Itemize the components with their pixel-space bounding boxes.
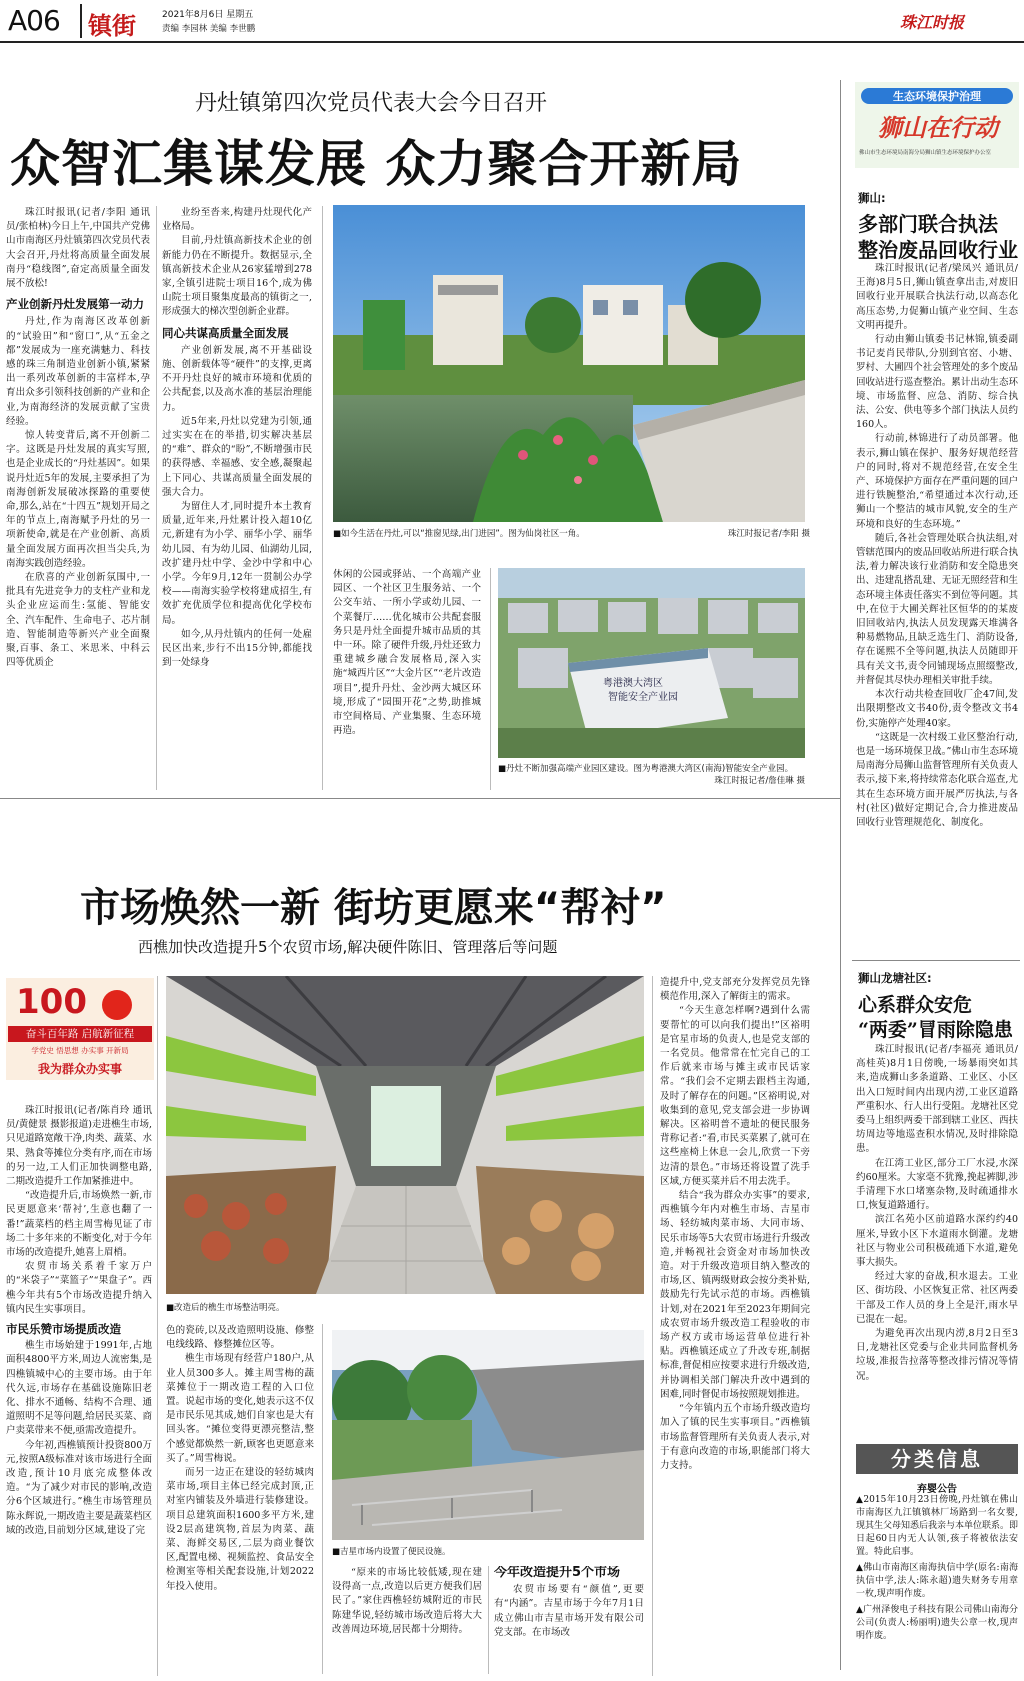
village-photo — [333, 205, 805, 522]
market-hall-art — [166, 976, 644, 1294]
side-story-body — [856, 1043, 1018, 1435]
market-column-1 — [6, 1104, 152, 1674]
industrial-park-art — [498, 568, 805, 758]
masthead — [0, 0, 1024, 44]
market-paragraph: 而另一边正在建设的轻纺城肉菜市场,项目主体已经完成封顶,正对室内铺装及外墙进行装修建设。项目总建筑面积1600多平方米,建设2层高建筑物,首层为肉菜、蔬菜、海鲜交易区,二层为商业餐饮区,配置电梯、视频监控、食品安全检测室等相关配套设施,计划2022年投入使用。 — [166, 1467, 314, 1592]
market-seating-art — [332, 1330, 644, 1540]
lead-column-3 — [333, 568, 481, 790]
market-paragraph: “原来的市场比较低矮,现在建设得高一点,改造以后更方便我们居民了。”家住西樵轻纺城附近的市民陈建华说,轻纺城市场改造后将大大改善周边环境,居民都十分期待。 — [332, 1567, 482, 1635]
market-paragraph: 农贸市场要有“颜值”,更要有“内涵”。吉星市场于今年7月1日成立佛山市吉星市场开发有限公司党支部。在市场改 — [494, 1584, 644, 1638]
photo-caption: ■丹灶不断加强高端产业园区建设。图为粤港澳大湾区(南海)智能安全产业园。 — [498, 764, 794, 774]
classified-item: ▲2015年10月23日傍晚,丹灶镇在佛山市南海区九江镇镇林厂场路到一名女婴,现其生父母知悉后我亲与本单位联系。即日起60日内无人认领,孩子将被依法安置。特此启事。 — [856, 1495, 1018, 1557]
market-paragraph: 樵生市场现有经营户180户,从业人员300多人。摊主周雪梅的蔬菜摊位于一期改造工程的入口位置。说起市场的变化,她表示这不仅是市民乐见其成,她们自家也是大有回头客。“摊位变得更漂亮整洁,整个感觉都焕然一新,顾客也更愿意来买了。”周雪梅说。 — [166, 1353, 314, 1464]
market-subhead: 市民乐赞市场提质改造 — [6, 1322, 121, 1337]
lead-paragraph: 珠江时报讯(记者/李阳 通讯员/张柏林)今日上午,中国共产党佛山市南海区丹灶镇第四次党员代表大会召开,丹灶将高质量全面发展南丹“稳线图”,奋定高质量全面发展不放松! — [6, 207, 150, 290]
park-sign-line-2: 智能安全产业园 — [608, 692, 678, 703]
photo-caption: ■改造后的樵生市场整洁明亮。 — [166, 1303, 285, 1313]
side-paragraph: 珠江时报讯(记者/李福亮 通讯员/高桂英)8月1日傍晚,一场暴雨突如其来,造成狮山多条道路、工业区、小区出入口短时间内出现内涝,工业区道路严重积水、行人出行受阻。龙塘社区党委马上组织两委干部到辖工业区、西扶坊周边等地巡查积水情况,及时排除隐患。 — [856, 1044, 1018, 1155]
market-paragraph: 珠江时报讯(记者/陈肖玲 通讯员/黄健景 摄影报道)走进樵生市场,只见道路宽敞干净,肉类、蔬菜、水果、熟食等摊位分类有序,而在市场的另一边,工人们正加快调整电路,二期改造提升工作加紧推进中。 — [6, 1105, 152, 1188]
side-paragraph: “这既是一次村级工业区整治行动,也是一场环境保卫战。”佛山市生态环境局南海分局狮山监督管理所有关负责人表示,接下来,将持续常态化联合巡查,尤其在生态环境方面开展严厉执法,与各村(社区)做好定期记合,合力推进废品回收行业管理规范化、制度化。 — [856, 731, 1018, 828]
market-seating-photo — [332, 1330, 644, 1540]
centenary-slogan: 学党史 悟思想 办实事 开新局 — [31, 1046, 129, 1055]
classified-body — [856, 1494, 1018, 1674]
section-name: 镇街 — [88, 11, 136, 40]
lead-column-1 — [6, 206, 150, 790]
market-paragraph: 造提升中,党支部充分发挥党员先锋模范作用,深入了解街主的需求。 — [660, 977, 810, 1003]
side-story-body — [856, 262, 1018, 922]
lead-headline: 众智汇集谋发展 众力聚合开新局 — [10, 135, 743, 193]
classified-header — [856, 1444, 1018, 1474]
centenary-number: 100 — [16, 982, 87, 1022]
side-headline: 心系群众安危 — [858, 994, 973, 1016]
side-paragraph: 随后,各社会管理处联合执法组,对管辖范围内的废品回收站所进行联合执法,着力解决该行业消防和安全隐患突出、违建乱搭乱建、无证无照经营和生态环境主体责任落实不到位等问题。其中,在位于大圃关辉社区恒华的的某废旧回收站内,执法人员发现露天堆满各种易燃物品,且缺乏选生门、消防设备,存在诞熙不全等问题,执法人员随即开具有关文书,责令同铺现场点照缀整改,并督促其尽快办理相关审批手续。 — [856, 532, 1018, 686]
market-paragraph: 结合“我为群众办实事”的要求,西樵镇今年内对樵生市场、吉星市场、轻纺城肉菜市场、大同市场、民乐市场等5大农贸市场进行升级改造,并畅视社会资金对市场加快改造。对于升级改造项目纳入整改的市场,区、镇两级财政会按分类补贴,鼓励先行先试示范的市场。西樵镇计划,对在2021年至2023年期间完成农贸市场升级改造工程验收的市场产权方或市场运营单位进行补贴。西樵镇还成立了升改专班,制据标准,督促相应按要求进行升级改造,并协调相关部门解决升改中遇到的困难,同时督促市场按照规划推进。 — [660, 1190, 810, 1400]
market-paragraph: “改造提升后,市场焕然一新,市民更愿意来‘帮衬’,生意也翻了一番!”蔬菜档的档主周雪梅见证了市场二十多年来的不断变化,对于今年市场的改造提升,她喜上眉梢。 — [6, 1190, 152, 1259]
lead-subhead: 产业创新丹灶发展第一动力 — [6, 297, 144, 312]
editors: 责编 李园林 美编 李世鹏 — [162, 24, 256, 34]
market-paragraph: “今天生意怎样啊?遇到什么需要帮忙的可以向我们提出!”区裕明是官星市场的负责人,也是党支部的一名党员。他常常在忙完自己的工作后就来市场与摊主或市民话家常。“我们会不定期去跟档主沟通,及时了解存在的问题。”区裕明说,对收集到的意见,党支部会进一步协调解决。区裕明普不遗址的便民服务背称记者:“看,市民买菜累了,就可在这些座椅上休息一会儿,欣赏一下旁边清的景色。”市场还将设置了洗手区域,方便买菜并后不用去洗手。 — [660, 1005, 810, 1187]
market-paragraph: 色的瓷砖,以及改造照明设施、修整电线线路、修整摊位区等。 — [166, 1325, 314, 1351]
eco-banner-line-2: 狮山在行动 — [878, 113, 998, 142]
centenary-slogan: 奋斗百年路 启航新征程 — [8, 1026, 152, 1042]
party-emblem-icon — [102, 990, 132, 1020]
classified-item: ▲佛山市南海区南海执信中学(原名:南海执信中学,法人:陈永超)遗失财务专用章一枚,现声明作废。 — [856, 1563, 1018, 1599]
industrial-park-photo — [498, 568, 805, 758]
market-column-3b — [494, 1566, 644, 1674]
side-headline: 整治废品回收行业 — [858, 238, 1018, 262]
second-deck: 西樵加快改造提升5个农贸市场,解决硬件陈旧、管理落后等问题 — [138, 938, 558, 956]
market-paragraph: 农贸市场关系着千家万户的“米袋子”“菜篮子”“果盘子”。西樵今年共有5个市场改造提升纳入镇内民生实事项目。 — [6, 1261, 152, 1315]
paper-logo: 珠江时报 — [900, 13, 965, 32]
market-column-2 — [166, 1324, 314, 1674]
second-headline: 市场焕然一新 街坊更愿来“帮衬” — [80, 885, 667, 931]
side-paragraph: 经过大家的奋战,积水退去。工业区、街坊段、小区恢复正常、社区两委干部及工作人员的身上全是汗,雨水早已混在一起。 — [856, 1271, 1018, 1325]
photo-caption: ■吉星市场内设置了便民设施。 — [332, 1547, 451, 1557]
side-paragraph: 行动前,林锦进行了动员部署。他表示,狮山镇在保护、服务好规范经营户的同时,将对不规范经营,在安全生产、环境保护方面存在严重问题的回户进行铁腕整治,“希望通过本次行动,还狮山一个整洁的城市风貌,安全的生产环境和良好的生态环境。” — [856, 433, 1018, 530]
classified-title: 分类信息 — [891, 1447, 983, 1471]
side-paragraph: 在江湾工业区,部分工厂水浸,水深约60厘米。大家毫不犹豫,挽起裤脚,涉手清理下水口堵塞杂物,及时疏通排水口,恢复道路通行。 — [856, 1157, 1018, 1212]
market-hall-photo — [166, 976, 644, 1294]
lead-paragraph: 目前,丹灶镇高新技术企业的创新能力仍在不断提升。数据显示,全镇高新技术企业从26家猛增到278家,全镇引进院士项目16个,成为佛山院士项目聚集度最高的镇街之一,形成强大的梯次型创新企业群。 — [162, 235, 312, 318]
lead-paragraph: 惊人转变背后,离不开创新二字。这既是丹灶发展的真实写照,也是企业成长的“丹灶基因”。如果说丹灶近5年的发展,主要承担了为南海创新发展破冰探路的重要使命,那么,站在“十四五”规划开局之年的节点上,南海赋予丹灶的另一项新使命,就是在产业创新、高质量全面发展方面再次担当尖兵,为南海实践创造经验。 — [6, 430, 150, 569]
side-headline: “两委”冒雨除隐患 — [858, 1019, 1013, 1041]
eco-banner — [855, 82, 1019, 168]
market-subhead: 今年改造提升5个市场 — [494, 1566, 621, 1580]
market-paragraph: 今年初,西樵镇预计投资800万元,按照A级标准对该市场进行全面改造,预计10月底完成整体改造。“为了减少对市民的影响,改造分6个区域进行。”樵生市场管理员陈永辉说,一期改造主要是蔬菜档区域的改造,目前划分区域,建设了完 — [6, 1439, 152, 1536]
side-paragraph: 行动由狮山镇委书记林锦,镇委副书记麦肖民带队,分别到官窑、小塘、罗村、大圃四个社会管理处的多个废品回收站进行巡查整治。累计出动生态环境、市场监督、应急、消防、综合执法、公安、供电等多个部门执法人员约160人。 — [856, 334, 1018, 431]
centenary-logo — [6, 978, 154, 1080]
side-dateline: 狮山龙塘社区: — [858, 971, 932, 985]
lead-kicker: 丹灶镇第四次党员代表大会今日召开 — [195, 91, 548, 116]
market-column-3 — [660, 976, 810, 1674]
page-number: A06 — [8, 4, 60, 37]
side-paragraph: 珠江时报讯(记者/梁凤兴 通讯员/王海)8月5日,狮山镇查拿出击,对废旧回收行业开展联合执法行动,以高态化高压态势,力促狮山镇产业空间、生态文明再提升。 — [856, 263, 1018, 331]
lead-column-2 — [162, 206, 312, 790]
lead-paragraph: 如今,从丹灶镇内的任何一处雇民区出来,步行不出15分钟,都能找到一处绿身 — [162, 628, 312, 669]
market-paragraph: 樵生市场始建于1991年,占地面积4800平方米,周边人流密集,是四樵镇城中心的主要市场。由于年代久远,市场存在基础设施陈旧老化、排水不通畅、结构不合理、通道照明不足等问题,给居民买菜、商户卖菜带来不便,亟需改造提升。 — [6, 1340, 152, 1437]
eco-banner-small: 佛山市生态环境局南海分局狮山镇生态环境保护办公室 — [859, 150, 992, 156]
lead-paragraph: 丹灶,作为南海区改革创新的“试验田”和“窗口”,从“五金之都”发展成为一座充满魅力、科技感的珠三角制造业创新小镇,紧紧出一系列改革创新的丰富样本,孕育出众多引领科技创新的产业和企业,为南海经济的发展贡献了宝贵经验。 — [6, 316, 150, 427]
classified-item: ▲广州泽俊电子科技有限公司佛山南海分公司(负责人:杨丽明)遗失公章一枚,现声明作废。 — [856, 1605, 1018, 1641]
lead-paragraph: 产业创新发展,离不开基础设施、创新载体等“硬件”的支撑,更离不开丹灶良好的城市环境和优质的公共配套,以及高水准的基层治理能力。 — [162, 344, 312, 413]
side-headline: 多部门联合执法 — [858, 212, 998, 236]
lead-paragraph: 业纷至沓来,构建丹灶现代化产业格局。 — [162, 207, 312, 233]
lead-paragraph: 近5年来,丹灶以党建为引领,通过实实在在的举措,切实解决基层的“难”、群众的“盼”,不断增强市民的获得感、幸福感、安全感,凝聚起上下同心、共谋高质量全面发展的强大合力。 — [162, 415, 312, 498]
side-paragraph: 滨江名苑小区前道路水深约约40厘米,导致小区下水道雨水倒灌。龙塘社区与物业公司积极疏通下水道,避免事大损失。 — [856, 1214, 1018, 1269]
village-photo-art — [333, 205, 805, 522]
classified-subtitle: 弃婴公告 — [917, 1484, 957, 1495]
lead-paragraph: 为留住人才,同时提升本土教育质量,近年来,丹灶累计投入超10亿元,新建有为小学、丽华小学、丽华幼儿园、有为幼儿园、仙湖幼儿园,改扩建丹灶中学、金沙中学和中心小学。今年9月,12年一贯制公办学校——南海实验学校将建成招生,有效扩充优质学位和提高优化学校布局。 — [162, 501, 312, 626]
market-column-2b — [332, 1566, 482, 1674]
side-dateline: 狮山: — [858, 191, 886, 205]
park-sign-line-1: 粤港澳大湾区 — [603, 678, 663, 689]
photo-credit: 珠江时报记者/詹佳琳 摄 — [714, 776, 805, 786]
lead-paragraph: 休闲的公园或驿站、一个高端产业园区、一个社区卫生服务站、一个公交车站、一所小学或幼儿园、一个菜餐厅……优化城市公共配套服务只是丹灶全面提升城市品质的其中一环。除了硬件升级,丹灶还致力重建城乡融合发展格局,深入实施“城西片区”“大金片区”“老片改造项目”,提升丹灶、金沙两大城区环境,形成了“园围开花”之势,助推城市空间格局、产业集聚、生态环境再造。 — [333, 569, 481, 737]
market-paragraph: “今年镇内五个市场升级改造均加入了镇的民生实事项目。”西樵镇市场监督管理所有关负责人表示,对于有意向改造的市场,职能部门将大力支持。 — [660, 1403, 810, 1471]
eco-banner-line-1: 生态环境保护治理 — [861, 88, 1013, 104]
lead-subhead: 同心共谋高质量全面发展 — [162, 325, 289, 340]
photo-caption: ■如今生活在丹灶,可以“推窗见绿,出门进园”。图为仙岗社区一角。 — [333, 529, 585, 539]
issue-date: 2021年8月6日 星期五 — [162, 10, 254, 20]
side-paragraph: 本次行动共检查回收厂企47间,发出限期整改文书40份,责令整改文书4份,实施停产处理40家。 — [856, 689, 1018, 729]
lead-paragraph: 在欣喜的产业创新氛围中,一批具有先进竞争力的支柱产业和龙头企业应运而生:氢能、智能安全、汽车配件、生命电子、芯片制造、智能制造等新兴产业全面聚聚,百事、条工、米思米、中科云四等优质企 — [6, 572, 150, 669]
photo-credit: 珠江时报记者/李阳 摄 — [727, 529, 810, 539]
centenary-slogan: 我为群众办实事 — [37, 1062, 122, 1076]
side-paragraph: 为避免再次出现内涝,8月2日至3日,龙塘社区党委与企业共同监督机务垃圾,准报告拉落等整改排污情况等情况。 — [856, 1328, 1018, 1382]
